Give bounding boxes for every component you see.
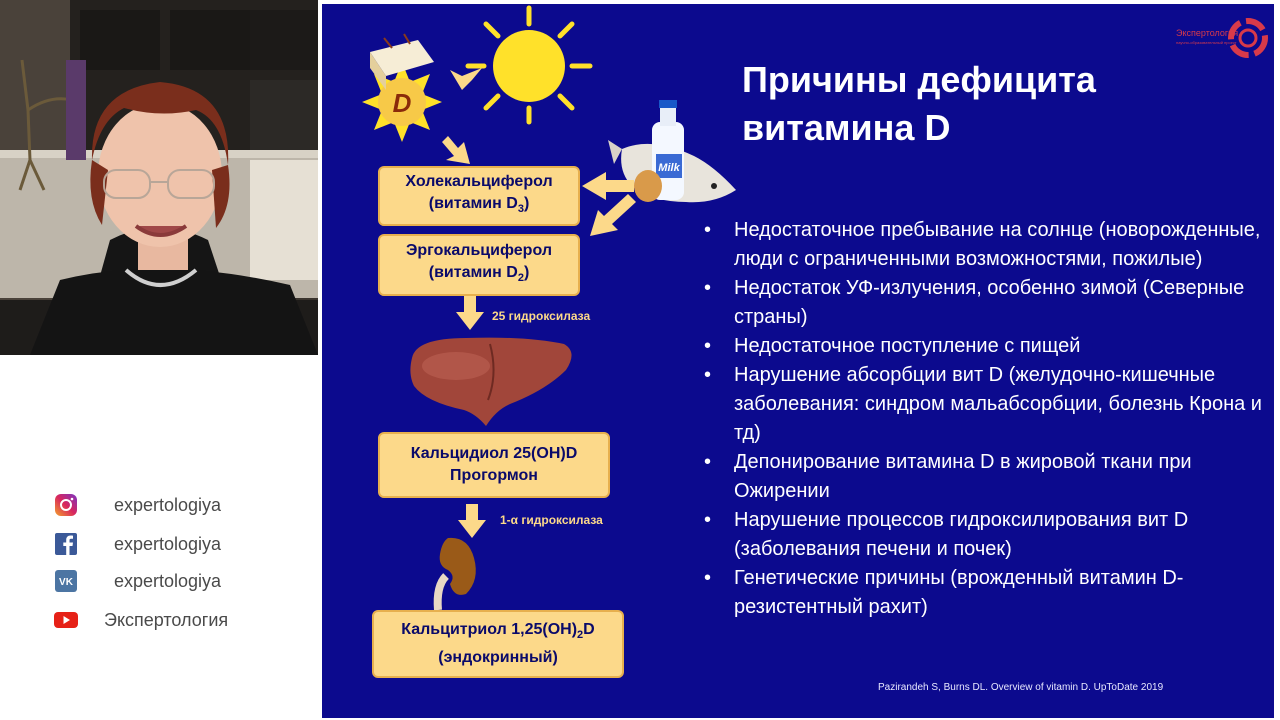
expertologiya-logo <box>1172 12 1272 62</box>
facebook-icon <box>53 531 79 557</box>
step1-line2 <box>429 193 530 220</box>
social-link-instagram[interactable] <box>0 490 318 520</box>
vk-icon <box>53 568 79 594</box>
youtube-label: Экспертология <box>104 609 229 630</box>
bullet-item: • Недостаток УФ-излучения, особенно зимой (Северные страны) <box>702 274 1262 332</box>
step3-line2: Прогормон <box>450 467 538 484</box>
flow-step-calcitriol <box>372 610 624 678</box>
bullet-item: • Недостаточное пребывание на солнце (новорожденные, люди с ограниченными возможностями, пожилые) <box>702 216 1262 274</box>
step1-line1: Холекальциферол <box>405 173 553 191</box>
enzyme-1a-hydroxylase: 1-α гидроксилаза <box>500 513 603 527</box>
vitamin-d-letter: D <box>392 88 412 118</box>
step4-suffix: D <box>583 621 595 639</box>
slide-citation: Pazirandeh S, Burns DL. Overview of vitamin D. UpToDate 2019 <box>878 682 1164 693</box>
youtube-icon <box>53 607 79 633</box>
flow-step-calcidiol <box>378 432 610 498</box>
social-link-facebook[interactable] <box>0 529 318 559</box>
step4-line1 <box>401 619 594 646</box>
flow-arrow-sun <box>442 68 482 164</box>
webcam-feed <box>0 0 318 355</box>
bullet-item: • Недостаточное поступление с пищей <box>702 332 1262 361</box>
step1-prefix: (витамин D <box>428 195 518 213</box>
social-link-vk[interactable] <box>0 566 318 596</box>
vk-label: expertologiya <box>114 570 222 591</box>
step1-sub: 3 <box>517 203 524 216</box>
flow-arrow-food <box>582 172 636 236</box>
liver-icon <box>406 330 578 434</box>
step2-line2 <box>429 262 530 289</box>
step2-sub: 2 <box>517 272 524 285</box>
step4-line2: (эндокринный) <box>438 648 558 666</box>
bullet-item: • Нарушение абсорбции вит D (желудочно-кишечные заболевания: синдром мальабсорбции, болезнь Крона и тд) <box>702 361 1262 448</box>
step2-line1: Эргокальциферол <box>406 242 552 260</box>
svg-text:VK: VK <box>59 577 73 588</box>
facebook-label: expertologiya <box>114 533 222 554</box>
flow-step-ergocalciferol <box>378 234 580 296</box>
instagram-icon <box>53 492 79 518</box>
logo-ring-icon <box>1226 16 1270 60</box>
bullet-item: • Генетические причины (врожденный витамин D-резистентный рахит) <box>702 564 1262 622</box>
sun-icon <box>468 8 590 122</box>
step4-prefix: Кальцитриол 1,25(OH) <box>401 621 578 639</box>
vitamin-d-sun-icon <box>362 62 442 142</box>
logo-text: Экспертология <box>1176 28 1239 38</box>
flow-step-cholecalciferol <box>378 166 580 226</box>
step2-prefix: (витамин D <box>428 264 518 282</box>
flow-arrow-down-2 <box>454 504 490 540</box>
enzyme-25-hydroxylase: 25 гидроксилаза <box>492 309 591 323</box>
step1-suffix: ) <box>523 195 530 213</box>
step2-suffix: ) <box>523 264 530 282</box>
slide-title: Причины дефицита витамина D <box>742 59 1096 148</box>
instagram-label: expertologiya <box>114 494 222 515</box>
bullet-list <box>702 216 1262 622</box>
presentation-slide <box>322 4 1274 718</box>
kidney-icon <box>426 536 482 612</box>
bullet-item: • Нарушение процессов гидроксилирования вит D (заболевания печени и почек) <box>702 506 1262 564</box>
milk-label: Milk <box>658 162 680 174</box>
flow-arrow-down-1 <box>452 296 488 332</box>
step3-line1: Кальцидиол 25(OH)D <box>410 445 578 462</box>
logo-subtext: научно-образовательный проект <box>1176 40 1237 45</box>
social-link-youtube[interactable] <box>0 605 318 635</box>
bullet-item: • Депонирование витамина D в жировой ткани при Ожирении <box>702 448 1262 506</box>
step4-sub: 2 <box>577 629 584 642</box>
